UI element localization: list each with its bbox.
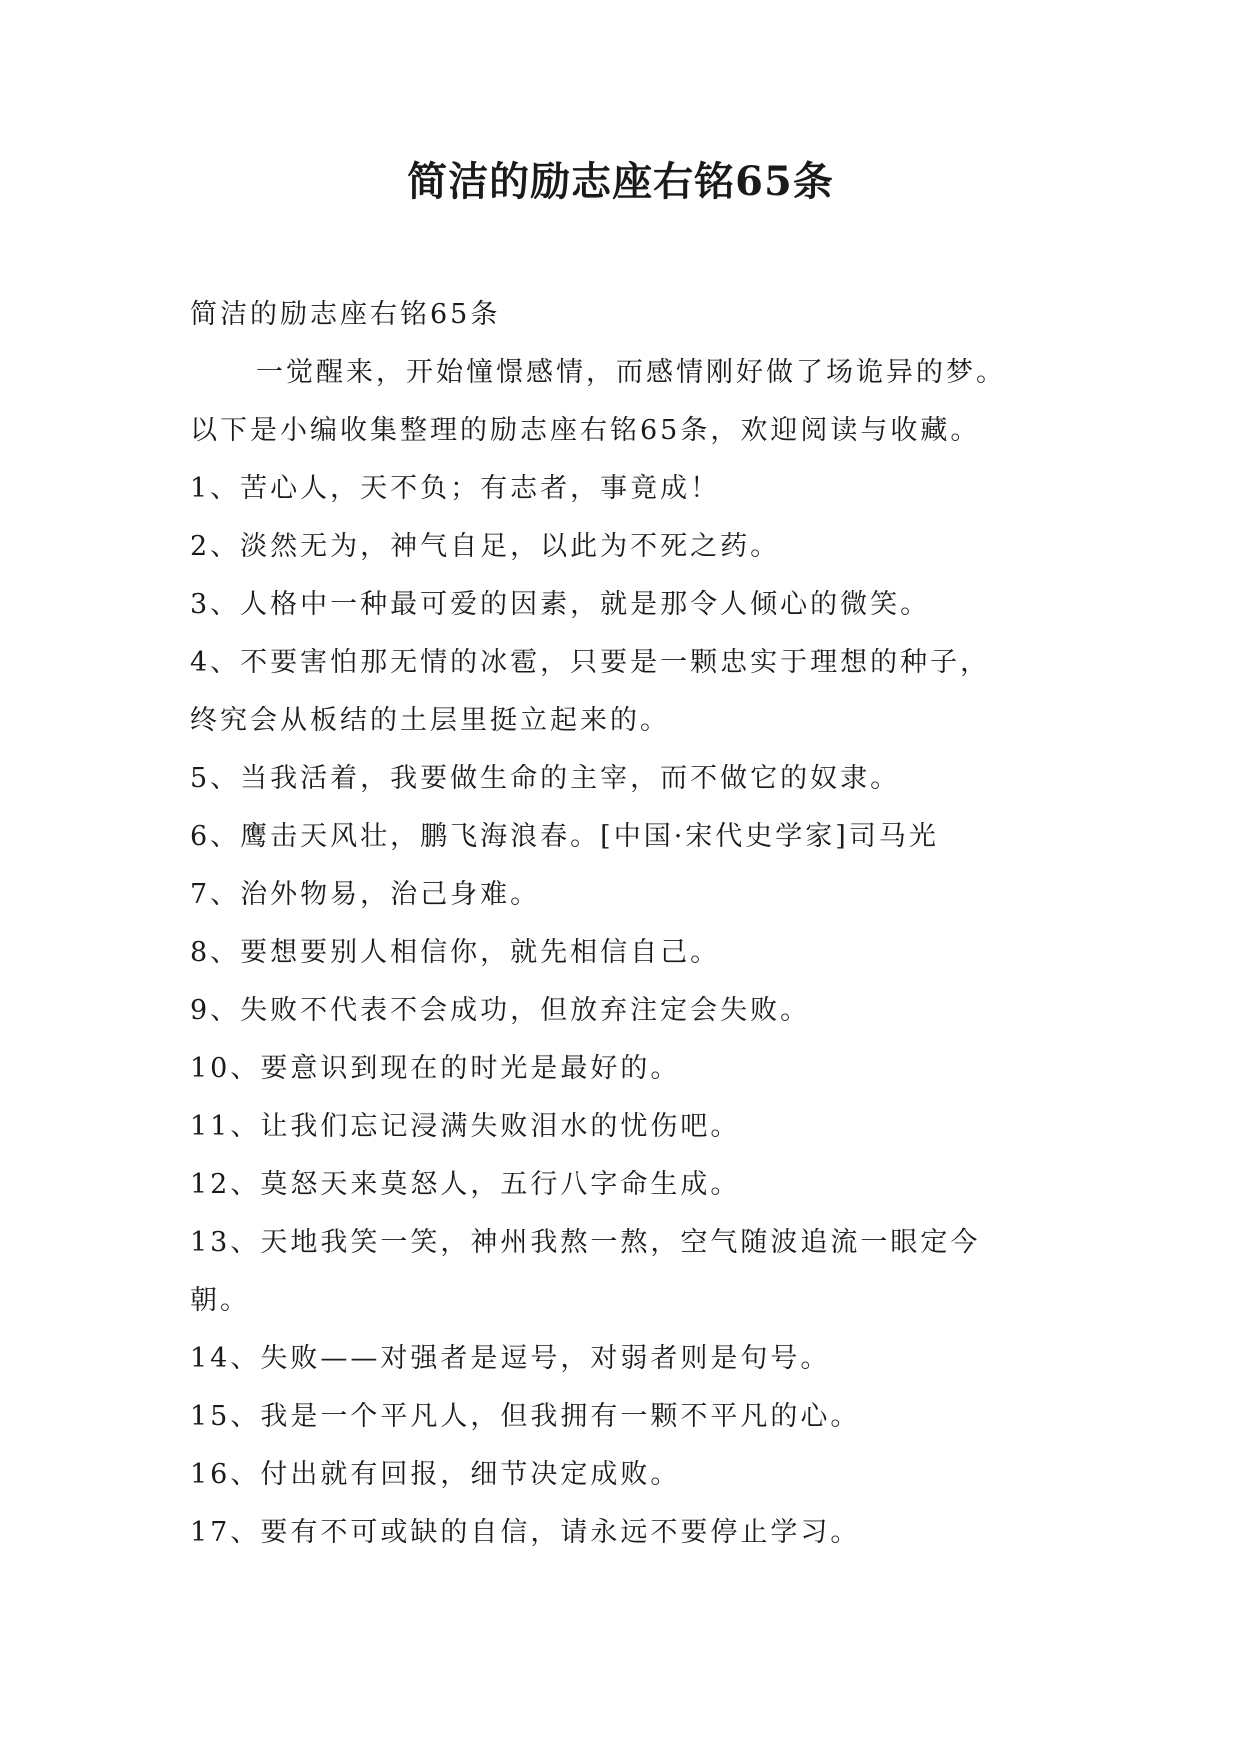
motto-line: 9、失败不代表不会成功，但放弃注定会失败。 <box>190 995 811 1026</box>
motto-line: 终究会从板结的土层里挺立起来的。 <box>190 705 670 736</box>
motto-line: 13、天地我笑一笑，神州我熬一熬，空气随波追流一眼定今 <box>190 1227 981 1258</box>
motto-line: 11、让我们忘记浸满失败泪水的忧伤吧。 <box>190 1111 741 1142</box>
document-body <box>190 286 1090 1562</box>
motto-line: 2、淡然无为，神气自足，以此为不死之药。 <box>190 531 781 562</box>
motto-line: 4、不要害怕那无情的冰雹，只要是一颗忠实于理想的种子， <box>190 647 991 678</box>
intro-line: 一觉醒来，开始憧憬感情，而感情刚好做了场诡异的梦。 <box>256 357 1006 388</box>
intro-line: 以下是小编收集整理的励志座右铭65条，欢迎阅读与收藏。 <box>190 415 981 446</box>
motto-line: 14、失败——对强者是逗号，对弱者则是句号。 <box>190 1343 831 1374</box>
subtitle-line: 简洁的励志座右铭65条 <box>190 299 501 330</box>
motto-line: 15、我是一个平凡人，但我拥有一颗不平凡的心。 <box>190 1401 861 1432</box>
motto-line: 朝。 <box>190 1285 250 1316</box>
motto-line: 1、苦心人，天不负；有志者，事竟成！ <box>190 473 721 504</box>
motto-line: 7、治外物易，治己身难。 <box>190 879 541 910</box>
motto-line: 16、付出就有回报，细节决定成败。 <box>190 1459 681 1490</box>
motto-line: 8、要想要别人相信你，就先相信自己。 <box>190 937 721 968</box>
motto-line: 10、要意识到现在的时光是最好的。 <box>190 1053 681 1084</box>
motto-line: 3、人格中一种最可爱的因素，就是那令人倾心的微笑。 <box>190 589 931 620</box>
document-title: 简洁的励志座右铭65条 <box>407 158 834 205</box>
motto-line: 12、莫怒天来莫怒人，五行八字命生成。 <box>190 1169 741 1200</box>
motto-line: 5、当我活着，我要做生命的主宰，而不做它的奴隶。 <box>190 763 901 794</box>
motto-line: 6、鹰击天风壮，鹏飞海浪春。[中国·宋代史学家]司马光 <box>190 821 939 852</box>
motto-line: 17、要有不可或缺的自信，请永远不要停止学习。 <box>190 1517 861 1548</box>
